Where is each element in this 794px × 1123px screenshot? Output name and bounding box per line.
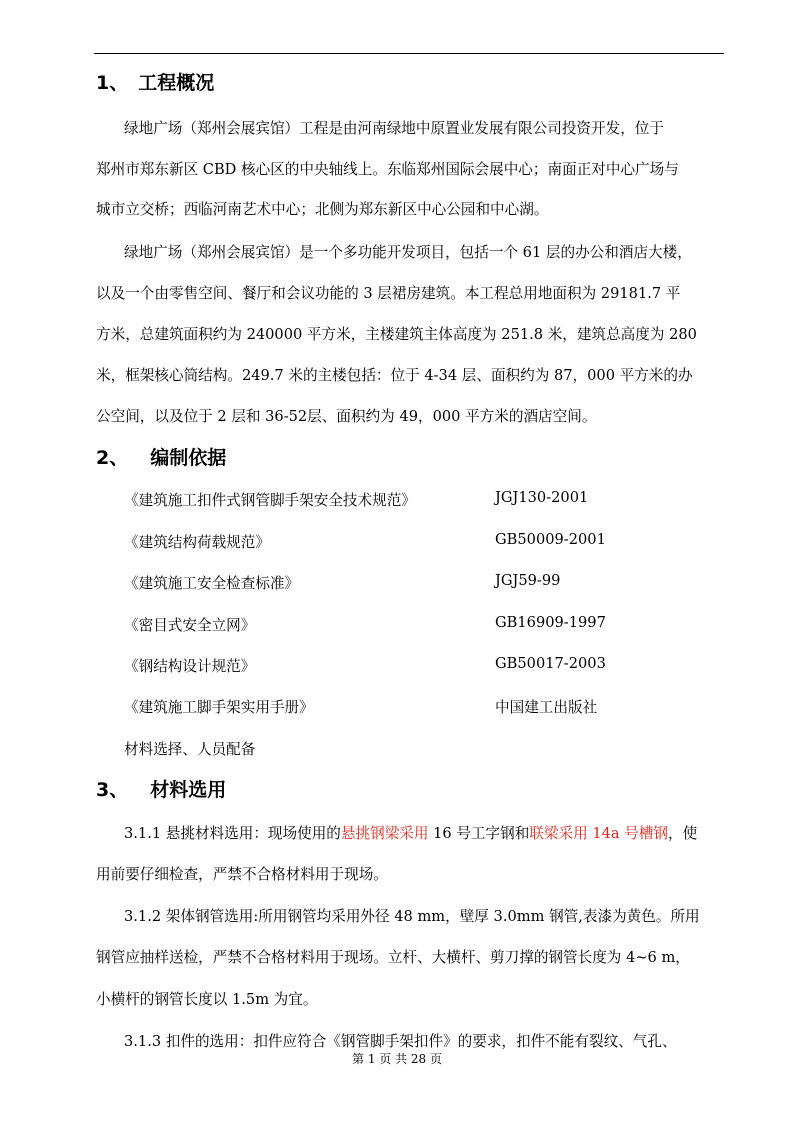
paragraph-line: 绿地广场（郑州会展宾馆）工程是由河南绿地中原置业发展有限公司投资开发，位于 bbox=[124, 120, 664, 137]
reference-code: GB50009-2001 bbox=[495, 531, 606, 548]
paragraph-line: 方米，总建筑面积约为 240000 平方米，主楼建筑主体高度为 251.8 米，建筑总高度为 280 bbox=[96, 326, 697, 343]
reference-code: 中国建工出版社 bbox=[495, 699, 598, 716]
header-rule bbox=[94, 53, 724, 54]
paragraph-line: 绿地广场（郑州会展宾馆）是一个多功能开发项目，包括一个 61 层的办公和酒店大楼， bbox=[124, 244, 692, 261]
highlighted-text: 悬挑钢梁采用 bbox=[340, 825, 429, 842]
highlighted-text: 联梁采用 14a 号槽钢 bbox=[529, 825, 669, 842]
paragraph-line: 郑州市郑东新区 CBD 核心区的中央轴线上。东临郑州国际会展中心；南面正对中心广场与 bbox=[96, 161, 679, 178]
paragraph-line: 小横杆的钢管长度以 1.5m 为宜。 bbox=[96, 991, 318, 1008]
section-2-number: 2、 bbox=[96, 447, 129, 469]
section-2-title: 编制依据 bbox=[150, 447, 227, 469]
paragraph-line: 用前要仔细检查，严禁不合格材料用于现场。 bbox=[96, 866, 388, 883]
reference-name: 《密目式安全立网》 bbox=[124, 617, 256, 634]
section-1-title: 工程概况 bbox=[138, 72, 215, 94]
reference-code: JGJ130-2001 bbox=[495, 489, 589, 506]
section-1-heading bbox=[96, 72, 214, 94]
paragraph-line: 以及一个由零售空间、餐厅和会议功能的 3 层裙房建筑。本工程总用地面积为 29181.7 平 bbox=[96, 285, 681, 302]
paragraph-line: 材料选择、人员配备 bbox=[124, 741, 256, 758]
paragraph-line bbox=[124, 822, 697, 843]
reference-name: 《钢结构设计规范》 bbox=[124, 658, 256, 675]
reference-code: JGJ59-99 bbox=[495, 572, 561, 589]
section-3-title: 材料选用 bbox=[150, 779, 227, 801]
paragraph-line: 公空间，以及位于 2 层和 36-52层、面积约为 49，000 平方米的酒店空间。 bbox=[96, 408, 597, 425]
reference-name: 《建筑结构荷载规范》 bbox=[124, 534, 270, 551]
reference-name: 《建筑施工扣件式钢管脚手架安全技术规范》 bbox=[124, 492, 416, 509]
text-run: ，使 bbox=[668, 825, 698, 842]
section-1-number: 1、 bbox=[96, 72, 129, 94]
paragraph-line: 钢管应抽样送检，严禁不合格材料用于现场。立杆、大横杆、剪刀撑的钢管长度为 4~6 m， bbox=[96, 949, 690, 966]
section-3-number: 3、 bbox=[96, 779, 129, 801]
paragraph-line: 3.1.3 扣件的选用：扣件应符合《钢管脚手架扣件》的要求，扣件不能有裂纹、气孔、 bbox=[124, 1033, 677, 1050]
reference-name: 《建筑施工安全检查标准》 bbox=[124, 575, 300, 592]
section-3-heading bbox=[96, 779, 226, 801]
paragraph-line: 3.1.2 架体钢管选用:所用钢管均采用外径 48 mm，壁厚 3.0mm 钢管,表漆为黄色。所用 bbox=[124, 908, 700, 925]
reference-code: GB50017-2003 bbox=[495, 655, 606, 672]
section-2-heading bbox=[96, 447, 226, 469]
page-footer: 第 1 页 共 28 页 bbox=[352, 1052, 442, 1066]
text-run: 3.1.1 悬挑材料选用：现场使用的 bbox=[124, 825, 341, 842]
paragraph-line: 城市立交桥；西临河南艺术中心；北侧为郑东新区中心公园和中心湖。 bbox=[96, 201, 549, 218]
paragraph-line: 米，框架核心筒结构。249.7 米的主楼包括：位于 4-34 层、面积约为 87，000 平方米的办 bbox=[96, 367, 693, 384]
reference-name: 《建筑施工脚手架实用手册》 bbox=[124, 699, 314, 716]
text-run: 16 号工字钢和 bbox=[428, 825, 530, 842]
reference-code: GB16909-1997 bbox=[495, 614, 606, 631]
